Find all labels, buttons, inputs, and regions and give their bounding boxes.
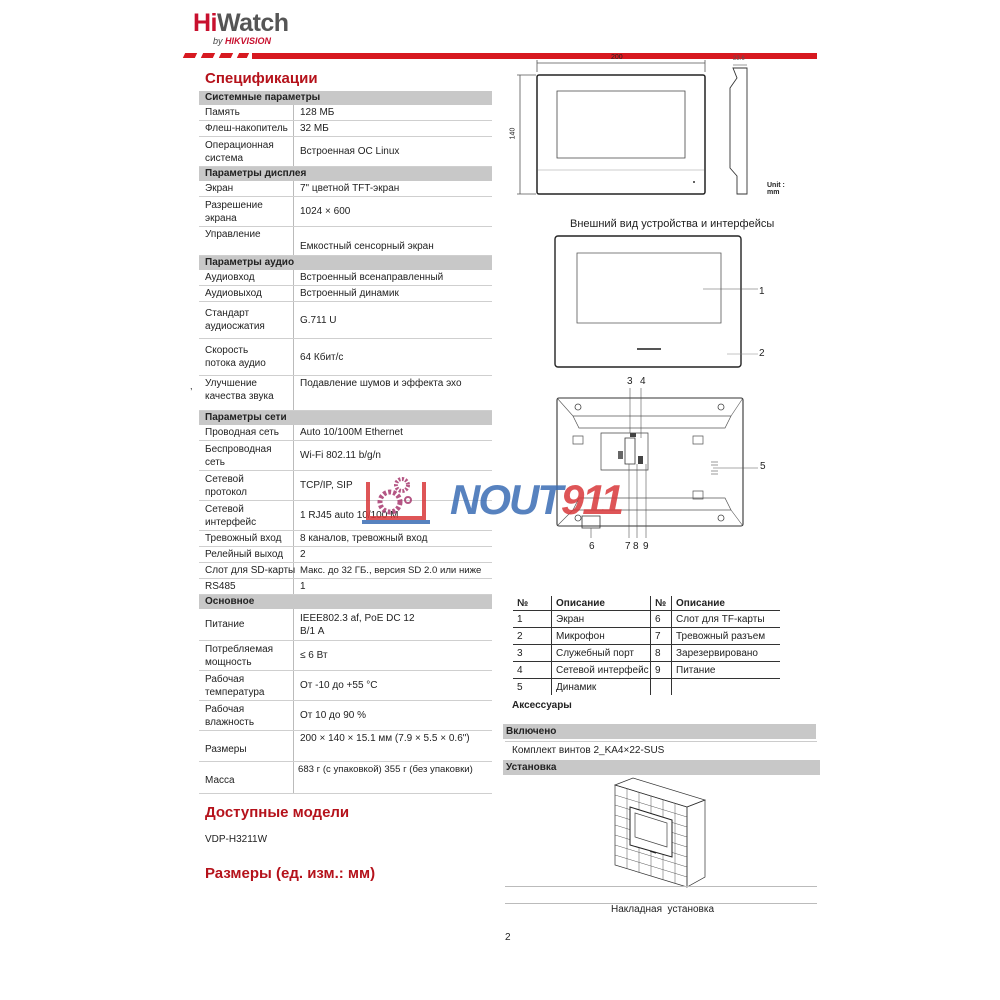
cell: Слот для TF-карты [672,611,781,628]
spec-value: Встроенный динамик [300,288,399,299]
parts-table [513,596,780,695]
cell: 3 [513,645,552,662]
spec-value: Подавление шумов и эффекта эхо [300,378,462,389]
spec-key: Сетевой интерфейс [199,501,294,530]
spec-key: Улучшение качества звука [199,376,294,410]
spec-key: Питание [199,609,294,640]
logo-by: by [213,36,226,46]
spec-value: Встроенная ОС Linux [300,146,400,157]
spec-key: Флеш-накопитель [199,121,294,136]
cell: Микрофон [552,628,651,645]
cell: 7 [651,628,672,645]
spec-value: Макс. до 32 ГБ., версия SD 2.0 или ниже [300,565,482,576]
spec-value: IEEE802.3 af, PoE DC 12 В/1 А [300,612,415,637]
cell: 2 [513,628,552,645]
spec-key: Тревожный вход [199,531,294,546]
stray-mark: , [190,381,193,391]
cell: Зарезервировано [672,645,781,662]
table-row [513,645,780,662]
section-header: Параметры сети [199,411,492,425]
col-header: Описание [552,596,651,611]
watermark [362,470,662,530]
cell: 5 [517,681,523,693]
callout-3: 3 [627,376,633,387]
cell: Служебный порт [552,645,651,662]
spec-key: Стандарт аудиосжатия [199,302,294,338]
spec-value: От 10 до 90 % [300,710,367,721]
cell: 4 [513,662,552,679]
spec-key: Релейный выход [199,547,294,562]
spec-value: 32 МБ [300,123,329,134]
table-row [513,611,780,628]
cell [672,679,781,696]
watermark-text-nout: NOUT [450,476,561,523]
spec-value: 7" цветной TFT-экран [300,183,400,194]
table-row [513,679,780,696]
included-item: Комплект винтов 2_KA4×22-SUS [512,745,665,756]
front-dim-svg [505,58,795,198]
spec-value: 64 Кбит/с [300,351,344,363]
callout-4: 4 [640,376,646,387]
callout-9: 9 [643,541,649,552]
cell: Динамик [552,679,651,696]
section-header: Параметры аудио [199,256,492,270]
logo-maker: HIKVISION [225,36,272,46]
install-header: Установка [503,760,820,775]
stripe-dash [219,53,233,58]
spec-key: Слот для SD-карты [199,563,294,578]
table-row [513,628,780,645]
parts-header-row [513,596,780,611]
cell: Сетевой интерфейс [552,662,651,679]
spec-value: 2 [300,549,306,560]
spec-key: Разрешение экрана [199,197,294,226]
callout-1: 1 [759,286,765,297]
col-header: № [513,596,552,611]
spec-value: От -10 до +55 °С [300,680,378,691]
dimension-drawing [505,54,795,198]
section-header: Параметры дисплея [199,167,492,181]
divider [505,741,817,742]
col-header: Описание [672,596,781,611]
spec-value: 128 МБ [300,107,335,118]
logo-watch: Watch [217,9,289,37]
hiwatch-logo [193,10,289,46]
cell: 6 [651,611,672,628]
cell: 1 [513,611,552,628]
callout-2: 2 [759,348,765,359]
page-number: 2 [505,932,511,943]
spec-key: Рабочая температура [199,671,294,700]
spec-key: Управление [199,227,294,255]
spec-key: Беспроводная сеть [199,441,294,470]
brick-wall-svg [600,775,720,890]
cell: 8 [651,645,672,662]
appearance-title: Внешний вид устройства и интерфейсы [570,218,775,230]
spec-value: TCP/IP, SIP [300,480,353,491]
watermark-text-911: 911 [561,476,622,523]
spec-value: 1 [300,581,306,592]
callout-8: 8 [633,541,639,552]
spec-key: Аудиовыход [199,286,294,301]
wall-mount-illustration [600,775,720,890]
spec-value: Емкостный сенсорный экран [300,241,434,252]
front-view [553,233,783,373]
spec-key: Операционная система [199,137,294,166]
spec-value: 683 г (с упаковкой) 355 г (без упаковки) [298,764,473,775]
accessories-title: Аксессуары [512,700,572,711]
spec-value: 1024 × 600 [300,206,351,217]
divider [505,886,817,887]
spec-value: Wi-Fi 802.11 b/g/n [300,450,381,461]
callout-7: 7 [625,541,631,552]
cell [651,679,672,696]
width-label: 200 [611,54,623,61]
height-label: 140 [509,127,517,140]
cell: Питание [672,662,781,679]
section-header: Основное [199,595,492,609]
model-name: VDP-H3211W [205,834,268,845]
spec-key: Размеры [199,731,294,761]
models-title: Доступные модели [205,804,350,821]
spec-value: 200 × 140 × 15.1 мм (7.9 × 5.5 × 0.6") [300,733,470,744]
spec-key: Рабочая влажность [199,701,294,730]
unit-label: Unit : mm [767,182,785,196]
spec-key: Масса [199,762,294,793]
spec-key: Экран [199,181,294,196]
spec-value: Auto 10/100M Ethernet [300,427,403,438]
callout-6: 6 [589,541,595,552]
specs-title: Спецификации [205,70,318,87]
cell: 9 [651,662,672,679]
section-header: Системные параметры [199,91,492,105]
cell: Экран [552,611,651,628]
spec-key: RS485 [199,579,294,594]
spec-value: G.711 U [300,314,337,326]
depth-label: 23.6 [733,56,745,62]
col-header: № [651,596,672,611]
included-header: Включено [503,724,816,739]
logo-hi: Hi [193,9,217,37]
spec-key: Проводная сеть [199,425,294,440]
callout-5: 5 [760,461,766,472]
spec-value: ≤ 6 Вт [300,650,328,661]
spec-key: Память [199,105,294,120]
dimensions-title: Размеры (ед. изм.: мм) [205,865,376,882]
spec-table [199,91,492,794]
spec-key: Аудиовход [199,270,294,285]
spec-key: Потребляемая мощность [199,641,294,670]
table-row [513,662,780,679]
gears-laptop-icon [362,470,432,530]
front-view-svg [553,233,783,373]
spec-key: Скорость потока аудио [199,339,294,375]
spec-value: 8 каналов, тревожный вход [300,533,428,544]
install-caption: Накладная установка [611,904,715,915]
spec-key: Сетевой протокол [199,471,294,500]
stripe-dash [183,53,197,58]
cell: Тревожный разъем [672,628,781,645]
spec-value: 1 RJ45 auto 10/100 M [300,510,399,521]
stripe-dash [201,53,215,58]
stripe-dash [237,53,249,58]
spec-value: Встроенный всенаправленный [300,272,444,283]
